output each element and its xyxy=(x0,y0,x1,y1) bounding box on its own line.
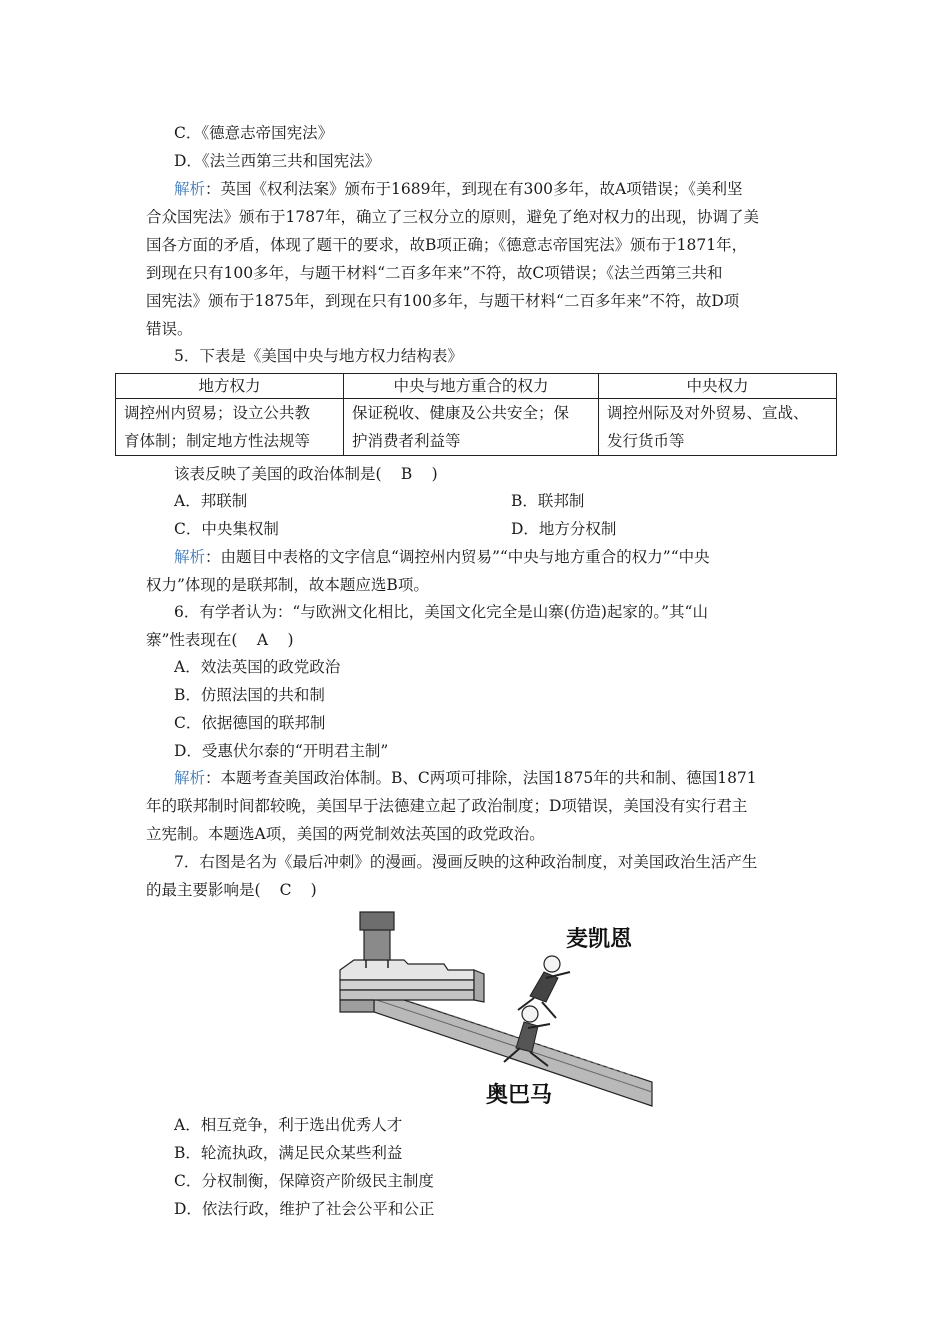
q5-analysis-line: 权力”体现的是联邦制，故本题应选B项。 xyxy=(146,576,429,594)
table-header: 地方权力 xyxy=(116,374,344,399)
answer-blank: C xyxy=(279,881,292,899)
q7-option-b: B．轮流执政，满足民众某些利益 xyxy=(174,1144,403,1162)
q4-option-c: C．《德意志帝国宪法》 xyxy=(174,124,334,142)
q7-option-d: D．依法行政，维护了社会公平和公正 xyxy=(174,1200,435,1218)
q5-analysis-line: 解析：由题目中表格的文字信息“调控州内贸易”“中央与地方重合的权力”“中央 xyxy=(174,548,710,566)
answer-blank: B xyxy=(400,465,413,483)
cartoon-label-top: 麦凯恩 xyxy=(566,927,633,952)
q5-stem: 5．下表是《美国中央与地方权力结构表》 xyxy=(174,347,463,365)
analysis-label: 解析 xyxy=(174,548,206,566)
q4-option-d: D．《法兰西第三共和国宪法》 xyxy=(174,152,381,170)
q7-stem: 的最主要影响是( C ) xyxy=(146,881,317,899)
table-cell: 调控州内贸易；设立公共教 育体制；制定地方性法规等 xyxy=(116,399,344,456)
q6-option-d: D．受惠伏尔泰的“开明君主制” xyxy=(174,742,389,760)
table-header-row xyxy=(116,374,837,399)
q4-analysis-line: 解析：英国《权利法案》颁布于1689年，到现在有300多年，故A项错误；《美利坚 xyxy=(174,180,743,198)
q7-option-a: A．相互竞争，利于选出优秀人才 xyxy=(174,1116,403,1134)
q6-analysis-line: 年的联邦制时间都较晚，美国早于法德建立起了政治制度；D项错误，美国没有实行君主 xyxy=(146,797,748,815)
cartoon-label-bottom: 奥巴马 xyxy=(486,1083,553,1108)
q5-question: 该表反映了美国的政治体制是( B ) xyxy=(174,465,438,483)
q6-option-a: A．效法英国的政党政治 xyxy=(174,658,341,676)
q7-stem: 7．右图是名为《最后冲刺》的漫画。漫画反映的这种政治制度，对美国政治生活产生 xyxy=(174,853,758,871)
table-row xyxy=(116,399,837,456)
q6-analysis-line: 解析：本题考查美国政治体制。B、C两项可排除，法国1875年的共和制、德国1871 xyxy=(174,769,757,787)
analysis-label: 解析 xyxy=(174,769,206,787)
q6-option-b: B．仿照法国的共和制 xyxy=(174,686,325,704)
q7-option-c: C．分权制衡，保障资产阶级民主制度 xyxy=(174,1172,434,1190)
table-cell: 保证税收、健康及公共安全；保 护消费者利益等 xyxy=(344,399,599,456)
cartoon-final-sprint xyxy=(334,906,654,1110)
table-header: 中央与地方重合的权力 xyxy=(344,374,599,399)
q5-option-c: C．中央集权制 xyxy=(174,520,279,538)
q6-stem: 6．有学者认为：“与欧洲文化相比，美国文化完全是山寨(仿造)起家的。”其“山 xyxy=(174,603,708,621)
answer-blank: A xyxy=(256,631,269,649)
q4-analysis-line: 国宪法》颁布于1875年，到现在只有100多年，与题干材料“二百多年来”不符，故D项 xyxy=(146,292,740,310)
q4-analysis-line: 合众国宪法》颁布于1787年，确立了三权分立的原则，避免了绝对权力的出现，协调了美 xyxy=(146,208,759,226)
power-structure-table xyxy=(115,373,837,456)
q4-analysis-line: 到现在只有100多年，与题干材料“二百多年来”不符，故C项错误；《法兰西第三共和 xyxy=(146,264,723,282)
q6-stem: 寨”性表现在( A ) xyxy=(146,631,294,649)
q6-option-c: C．依据德国的联邦制 xyxy=(174,714,326,732)
q4-analysis-line: 国各方面的矛盾，体现了题干的要求，故B项正确；《德意志帝国宪法》颁布于1871年， xyxy=(146,236,748,254)
q5-option-d: D．地方分权制 xyxy=(511,520,617,538)
q6-analysis-line: 立宪制。本题选A项，美国的两党制效法英国的政党政治。 xyxy=(146,825,545,843)
q5-option-b: B．联邦制 xyxy=(511,492,585,510)
q5-option-a: A．邦联制 xyxy=(174,492,248,510)
q4-analysis-line: 错误。 xyxy=(146,320,193,338)
table-cell: 调控州际及对外贸易、宣战、 发行货币等 xyxy=(599,399,837,456)
analysis-label: 解析 xyxy=(174,180,206,198)
table-header: 中央权力 xyxy=(599,374,837,399)
